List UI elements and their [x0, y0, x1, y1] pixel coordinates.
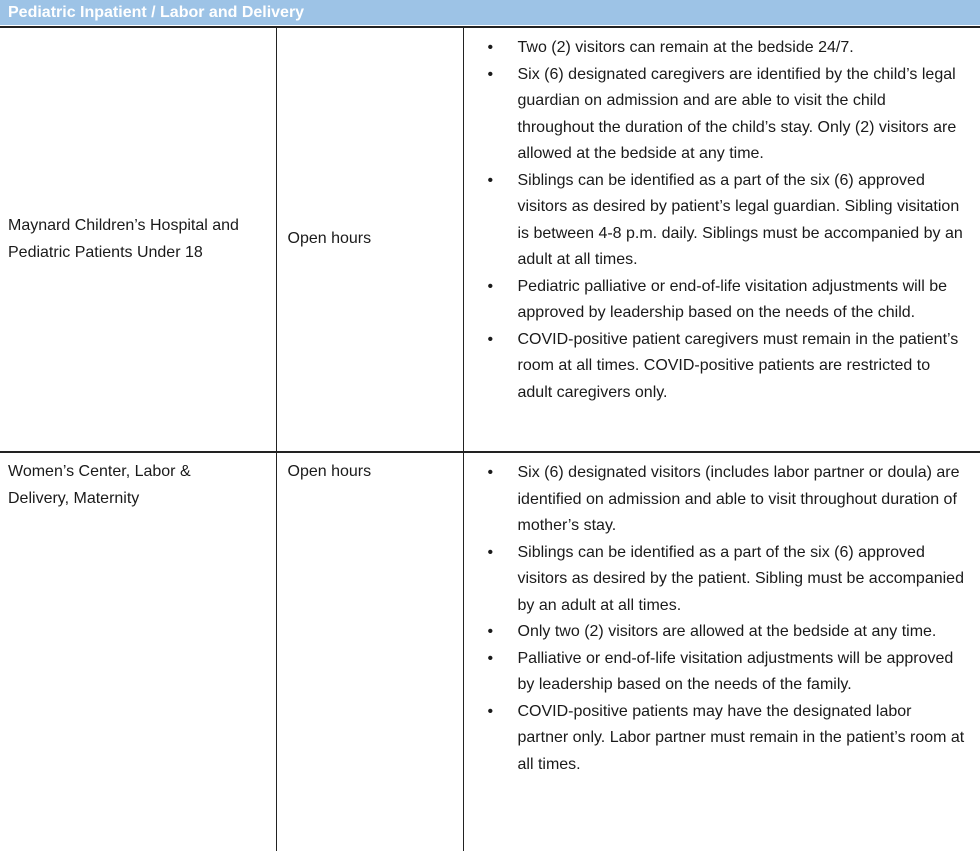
bullet-icon: • [486, 168, 518, 195]
hours-cell: Open hours [276, 27, 463, 452]
list-item [486, 540, 967, 620]
policy-text: COVID-positive patient caregivers must remain in the patient’s room at all times. COVID-positive patients are restricted to adult caregivers only. [518, 327, 967, 407]
section-header-row [0, 0, 980, 27]
bullet-icon: • [486, 460, 518, 487]
list-item [486, 619, 967, 646]
bullet-icon: • [486, 274, 518, 301]
policy-text: Six (6) designated visitors (includes labor partner or doula) are identified on admission and able to visit throughout duration of mother’s stay. [518, 460, 967, 540]
list-item [486, 168, 967, 274]
table-row [0, 452, 980, 851]
policy-list [464, 460, 980, 778]
list-item [486, 646, 967, 699]
policy-text: Six (6) designated caregivers are identified by the child’s legal guardian on admission and are able to visit the child throughout the duration of the child’s stay. Only (2) visitors are allowed at the bedside at any time. [518, 62, 967, 168]
policy-text: Palliative or end-of-life visitation adjustments will be approved by leadership based on the needs of the family. [518, 646, 967, 699]
unit-name-cell: Women’s Center, Labor & Delivery, Maternity [0, 452, 276, 851]
bullet-icon: • [486, 62, 518, 89]
policy-text: Two (2) visitors can remain at the bedside 24/7. [518, 35, 967, 62]
bullet-icon: • [486, 619, 518, 646]
bullet-icon: • [486, 35, 518, 62]
bullet-icon: • [486, 540, 518, 567]
policies-cell [463, 27, 980, 452]
hours-cell: Open hours [276, 452, 463, 851]
bullet-icon: • [486, 327, 518, 354]
policy-text: Siblings can be identified as a part of the six (6) approved visitors as desired by the patient. Sibling must be accompanied by an adult at all times. [518, 540, 967, 620]
list-item [486, 460, 967, 540]
list-item [486, 699, 967, 779]
list-item [486, 62, 967, 168]
policy-list [464, 35, 980, 406]
list-item [486, 327, 967, 407]
policy-text: Only two (2) visitors are allowed at the bedside at any time. [518, 619, 967, 646]
list-item [486, 35, 967, 62]
section-header: Pediatric Inpatient / Labor and Delivery [0, 0, 980, 27]
policy-text: COVID-positive patients may have the designated labor partner only. Labor partner must remain in the patient’s room at all times. [518, 699, 967, 779]
bullet-icon: • [486, 699, 518, 726]
list-item [486, 274, 967, 327]
policy-text: Pediatric palliative or end-of-life visitation adjustments will be approved by leadership based on the needs of the child. [518, 274, 967, 327]
policies-cell [463, 452, 980, 851]
policy-text: Siblings can be identified as a part of the six (6) approved visitors as desired by patient’s legal guardian. Sibling visitation is between 4-8 p.m. daily. Siblings must be accompanied by an adult at all times. [518, 168, 967, 274]
bullet-icon: • [486, 646, 518, 673]
unit-name-cell: Maynard Children’s Hospital and Pediatric Patients Under 18 [0, 27, 276, 452]
table-row [0, 27, 980, 452]
